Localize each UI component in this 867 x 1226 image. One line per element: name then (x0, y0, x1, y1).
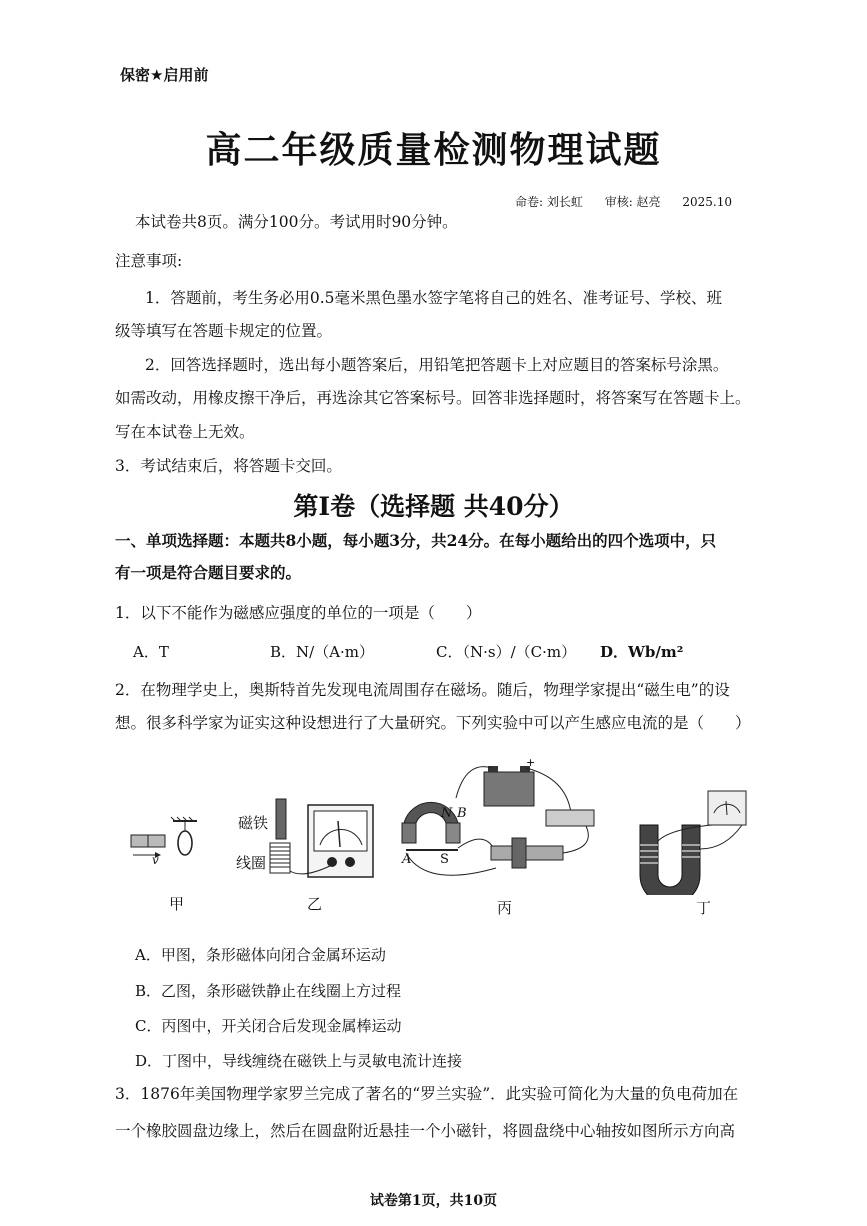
pole-s-label: S (440, 852, 449, 867)
figure-label-yi: 乙 (307, 895, 323, 913)
section-1-title: 第Ⅰ卷（选择题 共40分） (293, 492, 574, 521)
notice-item-2-line-2: 如需改动，用橡皮擦干净后，再选涂其它答案标号。回答非选择题时，将答案写在答题卡上。 (115, 389, 751, 407)
pole-n-label: N (441, 806, 453, 821)
q1-option-d: D．Wb/m² (600, 643, 684, 661)
section-1-desc-line-2: 有一项是符合题目要求的。 (115, 563, 302, 582)
q2-stem-line-1: 2．在物理学史上，奥斯特首先发现电流周围存在磁场。随后，物理学家提出“磁生电”的设 (115, 681, 730, 699)
figure-bing (396, 758, 611, 888)
q1-option-a: A．T (133, 643, 169, 661)
q2-option-d: D．丁图中，导线缠绕在磁铁上与灵敏电流计连接 (135, 1052, 463, 1070)
velocity-label: v (152, 853, 159, 867)
exam-meta (515, 193, 750, 210)
figure-ding (630, 785, 755, 895)
reviewer-label: 审核: 赵亮 (604, 195, 661, 209)
q1-option-c: C．（N·s）/（C·m） (436, 643, 577, 661)
intro-text: 本试卷共8页。满分100分。考试用时90分钟。 (135, 213, 458, 231)
figure-yi (268, 795, 378, 885)
exam-date: 2025.10 (682, 195, 732, 209)
figure-label-jia: 甲 (169, 895, 185, 913)
page-footer: 试卷第1页，共10页 (369, 1193, 498, 1209)
notice-heading: 注意事项: (115, 252, 183, 270)
author-label: 命卷: 刘长虹 (515, 195, 583, 209)
q2-stem-line-2: 想。很多科学家为证实这种设想进行了大量研究。下列实验中可以产生感应电流的是（ ） (115, 714, 751, 732)
notice-item-1-line-1: 1．答题前，考生务必用0.5毫米黑色墨水签字笔将自己的姓名、准考证号、学校、班 (145, 289, 723, 307)
svg-text:+: + (526, 758, 536, 769)
q2-option-c: C．丙图中，开关闭合后发现金属棒运动 (135, 1017, 402, 1035)
section-1-desc-line-1: 一、单项选择题：本题共8小题，每小题3分，共24分。在每小题给出的四个选项中，只 (115, 531, 717, 550)
magnet-label: 磁铁 (238, 814, 269, 832)
notice-item-3: 3．考试结束后，将答题卡交回。 (115, 457, 342, 475)
q2-option-a: A．甲图，条形磁体向闭合金属环运动 (135, 946, 386, 964)
notice-item-2-line-3: 写在本试卷上无效。 (115, 423, 255, 441)
secret-mark: 保密★启用前 (120, 66, 209, 84)
q1-option-b: B．N/（A·m） (270, 643, 375, 661)
figure-label-ding: 丁 (696, 899, 712, 917)
q1-stem: 1．以下不能作为磁感应强度的单位的一项是（ ） (115, 604, 482, 622)
notice-item-1-line-2: 级等填写在答题卡规定的位置。 (115, 322, 333, 340)
point-b-label: B (457, 806, 467, 821)
q3-stem-line-1: 3．1876年美国物理学家罗兰完成了著名的“罗兰实验”．此实验可简化为大量的负电荷加在 (115, 1085, 739, 1103)
q2-option-b: B．乙图，条形磁铁静止在线圈上方过程 (135, 982, 402, 1000)
q3-stem-line-2: 一个橡胶圆盘边缘上，然后在圆盘附近悬挂一个小磁针，将圆盘绕中心轴按如图所示方向高 (115, 1122, 736, 1140)
exam-title: 高二年级质量检测物理试题 (205, 129, 662, 171)
notice-item-2-line-1: 2．回答选择题时，选出每小题答案后，用铅笔把答题卡上对应题目的答案标号涂黑。 (145, 356, 729, 374)
figure-label-bing: 丙 (497, 899, 513, 917)
point-a-label: A (402, 852, 412, 867)
coil-label: 线圈 (236, 854, 267, 872)
figure-jia (125, 815, 205, 875)
